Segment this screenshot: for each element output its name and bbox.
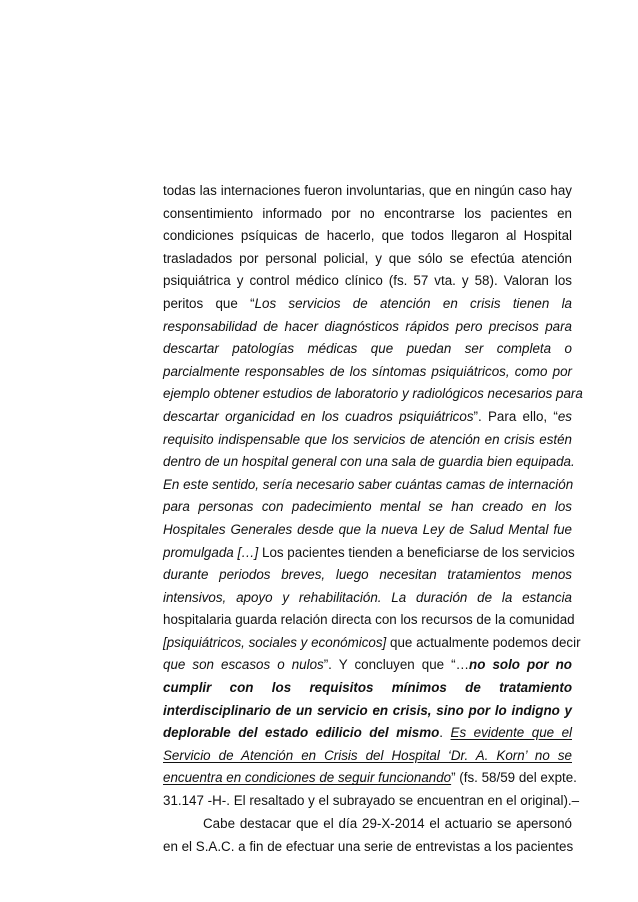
text-line: intensivos, apoyo y rehabilitación. La duración de la estancia	[163, 589, 572, 605]
text-line: trasladados por personal policial, y que sólo se efectúa atención	[163, 250, 572, 266]
text-line: responsabilidad de hacer diagnósticos rápidos pero precisos para	[163, 318, 572, 334]
text-line: Hospitales Generales desde que la nueva Ley de Salud Mental fue	[163, 521, 572, 537]
paragraph-visit-report	[163, 812, 572, 858]
text-line: psiquiátrica y control médico clínico (fs. 57 vta. y 58). Valoran los	[163, 273, 572, 289]
text-line: promulgada […] Los pacientes tienden a beneficiarse de los servicios	[163, 544, 575, 560]
text-line: peritos que “Los servicios de atención en crisis tienen la	[163, 295, 572, 311]
text-line: dentro de un hospital general con una sala de guardia bien equipada.	[163, 454, 575, 470]
text-line: condiciones psíquicas de hacerlo, que todos llegaron al Hospital	[163, 228, 572, 244]
text-line: 31.147 -H-. El resaltado y el subrayado se encuentran en el original).–	[163, 793, 580, 809]
text-line: Cabe destacar que el día 29-X-2014 el actuario se apersonó	[203, 816, 572, 831]
text-line: parcialmente responsables de los síntomas psiquiátricos, como por	[163, 363, 572, 379]
text-line: para personas con padecimiento mental se han creado en los	[163, 499, 572, 515]
text-line: hospitalaria guarda relación directa con los recursos de la comunidad	[163, 612, 575, 628]
text-line: consentimiento informado por no encontrarse los pacientes en	[163, 205, 572, 221]
text-line: deplorable del estado edilicio del mismo. Es evidente que el	[163, 725, 572, 741]
text-line: cumplir con los requisitos mínimos de tratamiento	[163, 680, 572, 696]
text-line: durante periodos breves, luego necesitan tratamientos menos	[163, 567, 572, 583]
text-line: requisito indispensable que los servicios de atención en crisis estén	[163, 431, 572, 447]
text-line: todas las internaciones fueron involuntarias, que en ningún caso hay	[163, 183, 572, 198]
paragraph-expert-report	[163, 180, 583, 813]
text-line: descartar patologías médicas que puedan ser completa o	[163, 341, 572, 357]
text-line: ejemplo obtener estudios de laboratorio y radiológicos necesarios para	[163, 386, 583, 402]
text-line: encuentra en condiciones de seguir funcionando” (fs. 58/59 del expte.	[163, 770, 577, 786]
text-line: interdisciplinario de un servicio en crisis, sino por lo indigno y	[163, 702, 572, 718]
text-line: en el S.A.C. a fin de efectuar una serie de entrevistas a los pacientes	[163, 839, 574, 854]
text-line: Servicio de Atención en Crisis del Hospital ‘Dr. A. Korn’ no se	[163, 747, 572, 763]
text-line: [psiquiátricos, sociales y económicos] que actualmente podemos decir	[163, 634, 581, 650]
text-line: que son escasos o nulos”. Y concluyen que “…no solo por no	[163, 657, 572, 673]
text-line: descartar organicidad en los cuadros psiquiátricos”. Para ello, “es	[163, 408, 573, 424]
text-line: En este sentido, sería necesario saber cuántas camas de internación	[163, 476, 574, 492]
